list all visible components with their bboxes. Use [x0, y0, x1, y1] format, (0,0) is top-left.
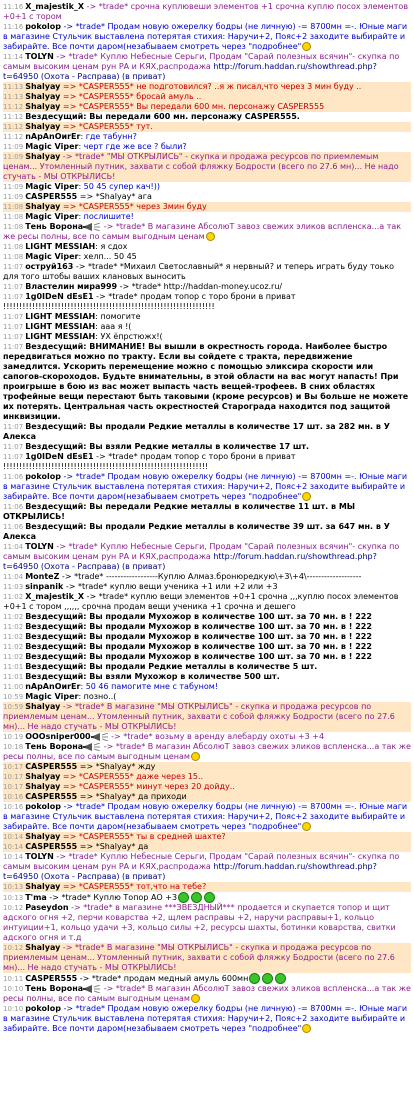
chat-message [3, 322, 411, 332]
message-text: -> *trade* В магазин АбсолюТ завоз свежих эликов вспленска...а так же ресы полны, все по самым выгодным ценам [3, 984, 411, 1003]
message-author[interactable]: Magic Viper [25, 692, 79, 701]
chat-message [3, 592, 411, 612]
message-time: 10:14 [3, 853, 24, 861]
message-text: : 50 45 супер кач!)) [78, 182, 160, 191]
trade-horn-icon [83, 743, 101, 751]
message-author[interactable]: Shalyay [25, 782, 61, 791]
message-author[interactable]: Властелин мира999 [25, 282, 118, 291]
message-author[interactable]: pokolop [25, 1004, 61, 1013]
message-text: : послишите! [78, 212, 134, 221]
chat-message [3, 973, 411, 984]
message-time: 10:19 [3, 733, 24, 741]
message-author[interactable]: Paseydon [25, 903, 69, 912]
trade-horn-icon [83, 985, 101, 993]
message-time: 11:09 [3, 193, 24, 201]
message-text: -> *trade* продам топор с торо брони в приват !!!!!!!!!!!!!!!!!!!!!!!!!!!!!!!!!!!!!!!!!!!!!!!!!!!!!!!!!!!!!!!! [3, 452, 296, 471]
message-author: Вездесущий [25, 112, 84, 121]
chat-message [3, 802, 411, 832]
chat-message [3, 662, 411, 672]
message-time: 11:02 [3, 643, 24, 651]
message-text: : хелп... 50 45 [78, 252, 137, 261]
chat-message [3, 542, 411, 572]
message-text: => *CASPER555* через 3мин буду [60, 202, 207, 211]
message-author[interactable]: X_majestik_X [25, 2, 85, 11]
message-author[interactable]: nApAnOиrEr [25, 682, 81, 691]
chat-message [3, 652, 411, 662]
message-text: -> *trade* возьму в аренду алебарду охоты +3 +4 [108, 732, 325, 741]
message-time: 11:09 [3, 143, 24, 151]
message-text: => *CASPER555* даже через 15.. [60, 772, 204, 781]
chat-message [3, 732, 411, 742]
message-author[interactable]: оструй163 [25, 262, 74, 271]
trade-horn-icon [83, 223, 101, 231]
message-author[interactable]: Magic Viper [25, 212, 79, 221]
chat-message [3, 142, 411, 152]
message-author: Вездесущий [25, 662, 84, 671]
message-time: 11:02 [3, 623, 24, 631]
message-text: => *CASPER555* ты в средней шахте? [60, 832, 226, 841]
message-author: Вездесущий [25, 502, 84, 511]
chat-message [3, 312, 411, 322]
message-author[interactable]: Тень Ворона [25, 984, 84, 993]
smiley-icon [302, 1024, 311, 1033]
message-text: -> *trade* "МЫ ОТКРЫЛИСЬ" - скупка и продажа ресурсов по приемлемым ценам... Утомленный путник, захвати с собой фляжку Бодрости (всего по 27.6 мн)... Не надо стучать - МЫ ОТКРЫЛИСЬ! [3, 152, 399, 181]
message-text: : черт где же все ? были? [78, 142, 187, 151]
message-time: 11:08 [3, 253, 24, 261]
message-time: 11:13 [3, 83, 24, 91]
chat-message [3, 522, 411, 542]
message-time: 11:06 [3, 523, 24, 531]
message-time: 10:16 [3, 793, 24, 801]
message-time: 11:09 [3, 183, 24, 191]
message-author: Вездесущий [25, 672, 84, 681]
chat-message [3, 882, 411, 892]
chat-message [3, 442, 411, 452]
message-time: 10:13 [3, 883, 24, 891]
chat-message [3, 342, 411, 422]
message-text: -> *trade* *Михаил Светославный* я нервный? и теперь играть буду тоько для того штобы ваших клановых выносить [3, 262, 395, 281]
message-text: : Вы продали Редкие металлы в количестве 17 шт. за 282 мн. в У Алекса [3, 422, 390, 441]
message-text: : Вы передали 600 мн. персонажу CASPER555. [83, 112, 300, 121]
message-author[interactable]: Shalyay [25, 122, 61, 131]
message-time: 11:12 [3, 113, 24, 121]
message-text: => *Shalyay* да [77, 842, 149, 851]
message-author[interactable]: Тень Ворона [25, 222, 84, 231]
message-author[interactable]: Shalyay [25, 82, 61, 91]
green-smiley-icon [204, 892, 215, 903]
message-time: 11:07 [3, 333, 24, 341]
chat-message [3, 122, 411, 132]
message-author[interactable]: Shalyay [25, 882, 61, 891]
chat-message [3, 782, 411, 792]
message-text: -> *trade* продам медный амуль 600мн [77, 974, 249, 983]
message-text: : Вы продали Редкие металлы в количестве 39 шт. за 647 мн. в У Алекса [3, 522, 390, 541]
chat-message [3, 472, 411, 502]
message-text: -> *trade* куплю вещи элементов +0+1 срочна ,,,куплю посох элементов +0+1 с тором ,,,,,, срочна продам вещи ученика +1 срочна и дешего [3, 592, 399, 611]
chat-message [3, 622, 411, 632]
message-text: -> *trade* Куплю Небесные Серьги, Продам "Сарай полезных всячин"- скупка по самым высоким ценам рун РА и КЯХ,распродажа [3, 542, 400, 561]
message-time: 11:07 [3, 423, 24, 431]
message-text: -> *trade* ------------------Куплю Алмаз.бронюредкую\+3\+4\------------------- [59, 572, 362, 581]
green-smiley-icon [191, 892, 202, 903]
message-time: 11:07 [3, 443, 24, 451]
message-text: -> *trade* http://haddan-money.ucoz.ru/ [117, 282, 283, 291]
message-text: : 50 46 памогите мне с табуном! [80, 682, 218, 691]
forum-link[interactable]: http://forum.haddan.ru/showthread.php?t=64950 (Охота - Расправа) (в приват) [3, 552, 377, 571]
message-time: 11:16 [3, 23, 24, 31]
chat-message [3, 943, 411, 973]
message-author[interactable]: CASPER555 [25, 974, 78, 983]
message-text: : ааа я !( [95, 322, 132, 331]
message-time: 11:01 [3, 673, 24, 681]
chat-message [3, 452, 411, 472]
message-author: Вездесущий [25, 652, 84, 661]
message-time: 11:02 [3, 653, 24, 661]
message-author[interactable]: CASPER555 [25, 192, 78, 201]
message-text: -> *trade* срочна куплювеши элементов +1 срочна куплю посох элементов +0+1 с тором [3, 2, 409, 21]
chat-message [3, 682, 411, 692]
smiley-icon [206, 232, 215, 241]
message-time: 11:07 [3, 263, 24, 271]
message-time: 10:12 [3, 944, 24, 952]
message-time: 11:07 [3, 313, 24, 321]
message-time: 11:03 [3, 583, 24, 591]
smiley-icon [302, 42, 311, 51]
forum-link[interactable]: http://forum.haddan.ru/showthread.php?t=64950 (Охота - Расправа) (в приват) [3, 862, 377, 881]
message-text: : позно..( [78, 692, 117, 701]
message-time: 11:08 [3, 213, 24, 221]
chat-message [3, 182, 411, 192]
chat-message [3, 612, 411, 622]
message-time: 11:13 [3, 93, 24, 101]
chat-message [3, 222, 411, 242]
message-author[interactable]: TOLYN [25, 852, 54, 861]
chat-message [3, 422, 411, 442]
message-author[interactable]: Shalyay [25, 102, 61, 111]
message-author[interactable]: Shalyay [25, 772, 61, 781]
smiley-icon [191, 752, 200, 761]
message-author[interactable]: Shalyay [25, 92, 61, 101]
message-author: Вездесущий [25, 622, 84, 631]
message-text: => *CASPER555* не подготовился? ..я ж писал,что через 3 мин буду .. [60, 82, 362, 91]
message-time: 11:02 [3, 633, 24, 641]
message-author[interactable]: Shalyay [25, 202, 61, 211]
message-author[interactable]: Shalyay [25, 152, 61, 161]
message-author[interactable]: pokolop [25, 472, 61, 481]
message-time: 10:16 [3, 803, 24, 811]
chat-message [3, 332, 411, 342]
chat-message [3, 52, 411, 82]
message-text: -> *trade* В магазине "МЫ ОТКРЫЛИСЬ" - скупка и продажа ресурсов по приемлемым ценам... Утомленный путник, захвати с собой фляжку Бодрости (всего по 27.6 мн)... Не надо стучать - МЫ ОТКРЫЛИСЬ! [3, 702, 395, 731]
chat-message [3, 292, 411, 312]
chat-message [3, 152, 411, 182]
message-time: 11:07 [3, 323, 24, 331]
chat-message [3, 112, 411, 122]
message-author[interactable]: pokolop [25, 22, 61, 31]
message-time: 11:02 [3, 613, 24, 621]
message-author: Вездесущий [25, 522, 84, 531]
message-text: -> *trade* В магазин АбсолюТ завоз свежих эликов вспленска...а так же ресы полны, все по самым выгодным ценам [3, 742, 411, 761]
chat-message [3, 22, 411, 52]
chat-message [3, 672, 411, 682]
message-time: 10:17 [3, 783, 24, 791]
message-author: Вездесущий [25, 612, 84, 621]
message-time: 11:12 [3, 103, 24, 111]
message-time: 10:10 [3, 1005, 24, 1013]
message-time: 11:01 [3, 663, 24, 671]
chat-message [3, 2, 411, 22]
chat-message [3, 582, 411, 592]
smiley-icon [302, 822, 311, 831]
message-text: : помогите [95, 312, 141, 321]
chat-message [3, 262, 411, 282]
message-text: : Вы взяли Мухожор в количестве 500 шт. [83, 672, 280, 681]
chat-message [3, 772, 411, 782]
forum-link[interactable]: http://forum.haddan.ru/showthread.php?t=64950 (Охота - Расправа) (в приват) [3, 62, 377, 81]
chat-message [3, 242, 411, 252]
message-time: 11:08 [3, 203, 24, 211]
message-text: => *Shalyay* жду [77, 762, 156, 771]
message-time: 10:18 [3, 743, 24, 751]
chat-message [3, 852, 411, 882]
message-author[interactable]: LIGHT MESSIAH [25, 312, 96, 321]
message-text: : Вы взяли Редкие металлы в количестве 17 шт. [83, 442, 310, 451]
message-author[interactable]: LIGHT MESSIAH [25, 332, 96, 341]
chat-message [3, 202, 411, 212]
message-author: Вездесущий [25, 642, 84, 651]
message-author: Вездесущий [25, 632, 84, 641]
message-author[interactable]: CASPER555 [25, 762, 78, 771]
chat-message [3, 642, 411, 652]
chat-message [3, 984, 411, 1004]
message-text: -> *trade* Куплю Небесные Серьги, Продам "Сарай полезных всячин"- скупка по самым высоким ценам рун РА и КЯХ,распродажа [3, 52, 400, 71]
message-author[interactable]: X_majestik_X [25, 592, 85, 601]
message-text: : УХ ёпрстюжх!( [95, 332, 163, 341]
chat-message [3, 252, 411, 262]
message-author[interactable]: Magic Viper [25, 252, 79, 261]
message-text: : я сдох [95, 242, 128, 251]
message-text: => *CASPER555* Вы передали 600 мн. персонажу CASPER555 [60, 102, 325, 111]
message-author: Вездесущий [25, 342, 84, 351]
chat-message [3, 762, 411, 772]
message-author[interactable]: Shalyay [25, 832, 61, 841]
chat-message [3, 132, 411, 142]
chat-message [3, 82, 411, 92]
chat-message [3, 92, 411, 102]
message-text: -> *trade* Продам новую ожерелку бодры (не личную) -= 8700мн =-. Юные маги в магазине Стульчик выставлена потерятая стихия: Наручи+2, Пояс+2 заходите выбирайте и забирайте. Все почти даром(незабываем смотреть через "подробнее" [3, 802, 408, 831]
green-smiley-icon [262, 973, 273, 984]
message-text: : Вы продали Редкие металлы в количестве 5 шт. [83, 662, 318, 671]
message-text: : Вы продали Мухожор в количестве 100 шт. за 70 мн. в ! 222 [83, 652, 372, 661]
message-author[interactable]: 1g0IDeN dEsE1 [25, 452, 94, 461]
message-text: -> *trade* куплю вещи ученика +1 или +2 или +3 [63, 582, 278, 591]
message-time: 11:07 [3, 293, 24, 301]
message-text: => *CASPER555* тот,что на тебе? [60, 882, 207, 891]
smiley-icon [191, 994, 200, 1003]
message-text: => *Shalyay* ага [77, 192, 152, 201]
message-author: Вездесущий [25, 422, 84, 431]
message-text: -> *trade* продам топор с торо брони в приват !!!!!!!!!!!!!!!!!!!!!!!!!!!!!!!!!!!!!!!!!!!!!!!!!!!!!!!!!!!!!!!!!! [3, 292, 296, 311]
chat-message [3, 842, 411, 852]
message-time: 11:07 [3, 283, 24, 291]
message-author[interactable]: pokolop [25, 802, 61, 811]
message-time: 11:08 [3, 223, 24, 231]
message-author[interactable]: TOLYN [25, 542, 54, 551]
message-author[interactable]: MonteZ [25, 572, 60, 581]
chat-message [3, 632, 411, 642]
chat-message [3, 102, 411, 112]
message-text: => *CASPER555* бросай амуль .. [60, 92, 202, 101]
message-author[interactable]: Тень Ворона [25, 742, 84, 751]
message-text: -> *trade* Продам новую ожерелку бодры (не личную) -= 8700мн =-. Юные маги в магазине Стульчик выставлена потерятая стихия: Наручи+2, Пояс+2 заходите выбирайте и забирайте. Все почти даром(незабываем смотреть через "подробнее" [3, 1004, 408, 1033]
message-text: -> *trade* В магазине АбсолюТ завоз свежих эликов вспленска...а так же ресы полны, все по самым выгодным ценам [3, 222, 402, 241]
message-time: 11:12 [3, 133, 24, 141]
chat-message [3, 192, 411, 202]
message-text: => *CASPER555* минут через 20 дойду.. [60, 782, 235, 791]
message-text: => *Shalyay* да приходи [77, 792, 187, 801]
message-time: 11:16 [3, 3, 24, 11]
message-time: 11:06 [3, 503, 24, 511]
message-author[interactable]: CASPER555 [25, 842, 78, 851]
message-time: 10:17 [3, 763, 24, 771]
message-text: : где табунн? [80, 132, 137, 141]
message-time: 11:14 [3, 53, 24, 61]
message-author[interactable]: CASPER555 [25, 792, 78, 801]
chat-message [3, 742, 411, 762]
chat-message [3, 572, 411, 582]
message-time: 11:02 [3, 593, 24, 601]
message-time: 10:14 [3, 843, 24, 851]
message-text: => *CASPER555* тут. [60, 122, 153, 131]
message-text: -> *trade* В магазине "МЫ ОТКРЫЛИСЬ" - скупка и продажа ресурсов по приемлемым ценам... Утомленный путник, захвати с собой фляжку Бодрости (всего по 27.6 мн)... Не надо стучать - МЫ ОТКРЫЛИСЬ! [3, 943, 395, 972]
chat-message [3, 792, 411, 802]
message-author[interactable]: TOLYN [25, 52, 54, 61]
chat-message [3, 903, 411, 943]
message-time: 10:59 [3, 693, 24, 701]
trade-horn-icon [91, 733, 109, 741]
message-time: 10:10 [3, 985, 24, 993]
message-time: 10:17 [3, 773, 24, 781]
message-author[interactable]: Magic Viper [25, 142, 79, 151]
message-time: 11:12 [3, 123, 24, 131]
message-text: : Вы продали Мухожор в количестве 100 шт. за 70 мн. в ! 222 [83, 622, 372, 631]
message-text: : ВНИМАНИЕ! Вы вышли в окрестность города. Наиболее быстро передвигаться можно по тракту. Если вы сойдете с тракта, передвижение замедлится. Ускорить перемещение можно с помощью эликсира скорости или сапогов-скороходов. Будьте внимательны, в этой области на вас могут напасть! При проигрыше в бою из вас может выпасть часть вещей-трофеев. В сних областях трофейные вещи перестают быть таковыми (кроме ресурсов) и Вы больше не можете их потерять. Центральная часть окрестностей Старограда находится под защитой инквизиции. [3, 342, 409, 421]
message-time: 10:59 [3, 703, 24, 711]
message-author[interactable]: OOOsniper000 [25, 732, 91, 741]
message-time: 11:07 [3, 343, 24, 351]
chat-message [3, 832, 411, 842]
chat-message [3, 692, 411, 702]
message-time: 11:07 [3, 453, 24, 461]
chat-message [3, 702, 411, 732]
chat-message [3, 1004, 411, 1034]
chat-message [3, 892, 411, 903]
message-author[interactable]: sinpanik [25, 582, 64, 591]
message-time: 10:13 [3, 894, 24, 902]
chat-message [3, 282, 411, 292]
message-text: : Вы продали Мухожор в количестве 100 шт. за 70 мн. в ! 222 [83, 632, 372, 641]
green-smiley-icon [249, 973, 260, 984]
message-time: 10:12 [3, 904, 24, 912]
message-time: 11:06 [3, 473, 24, 481]
message-author[interactable]: LIGHT MESSIAH [25, 242, 96, 251]
chat-message [3, 212, 411, 222]
message-time: 11:09 [3, 153, 24, 161]
smiley-icon [302, 492, 311, 501]
green-smiley-icon [178, 892, 189, 903]
message-author: Вездесущий [25, 442, 84, 451]
message-author[interactable]: Shalyay [25, 702, 61, 711]
message-author[interactable]: nApAnOиrEr [25, 132, 81, 141]
message-author[interactable]: LIGHT MESSIAH [25, 322, 96, 331]
message-author[interactable]: Shalyay [25, 943, 61, 952]
message-text: -> *trade* Куплю Топор АО +3 [46, 893, 178, 902]
message-text: : Вы продали Мухожор в количестве 100 шт. за 70 мн. в ! 222 [83, 642, 372, 651]
message-time: 11:04 [3, 543, 24, 551]
message-text: : Вы передали Редкие металлы в количестве 11 шт. в МЫ ОТКРЫЛИСЬ! [3, 502, 356, 521]
message-author[interactable]: Magic Viper [25, 182, 79, 191]
message-time: 11:08 [3, 243, 24, 251]
message-time: 10:14 [3, 833, 24, 841]
message-text: : Вы продали Мухожор в количестве 100 шт. за 70 мн. в ! 222 [83, 612, 372, 621]
message-text: -> *trade* Куплю Небесные Серьги, Продам "Сарай полезных всячин"- скупка по самым высоким ценам рун РА и КЯХ,распродажа [3, 852, 400, 871]
message-time: 10:11 [3, 975, 24, 983]
message-time: 11:00 [3, 683, 24, 691]
green-smiley-icon [275, 973, 286, 984]
message-author[interactable]: T'ma [25, 893, 47, 902]
chat-message [3, 502, 411, 522]
message-author[interactable]: 1g0IDeN dEsE1 [25, 292, 94, 301]
message-text: -> *trade* Продам новую ожерелку бодры (не личную) -= 8700мн =-. Юные маги в магазине Стульчик выставлена потерятая стихия: Наручи+2, Пояс+2 заходите выбирайте и забирайте. Все почти даром(незабываем смотреть через "подробнее" [3, 472, 408, 501]
message-time: 11:04 [3, 573, 24, 581]
message-text: -> *trade* Продам новую ожерелку бодры (не личную) -= 8700мн =-. Юные маги в магазине Стульчик выставлена потерятая стихия: Наручи+2, Пояс+2 заходите выбирайте и забирайте. Все почти даром(незабываем смотреть через "подробнее" [3, 22, 408, 51]
message-text: -> *trade* в магазине ***ЗВЕЗДНЫЙ*** продается и скупается топор и щит адского огня +2, перчи коварства +2, щлем расправы +2, наручи расправы+1, кольцо интуиции+1, кольцо удачи +3, кольцо силы +2, ресурсы шахты, ботинки коварства, свитки адского огня и т.д [3, 903, 396, 942]
